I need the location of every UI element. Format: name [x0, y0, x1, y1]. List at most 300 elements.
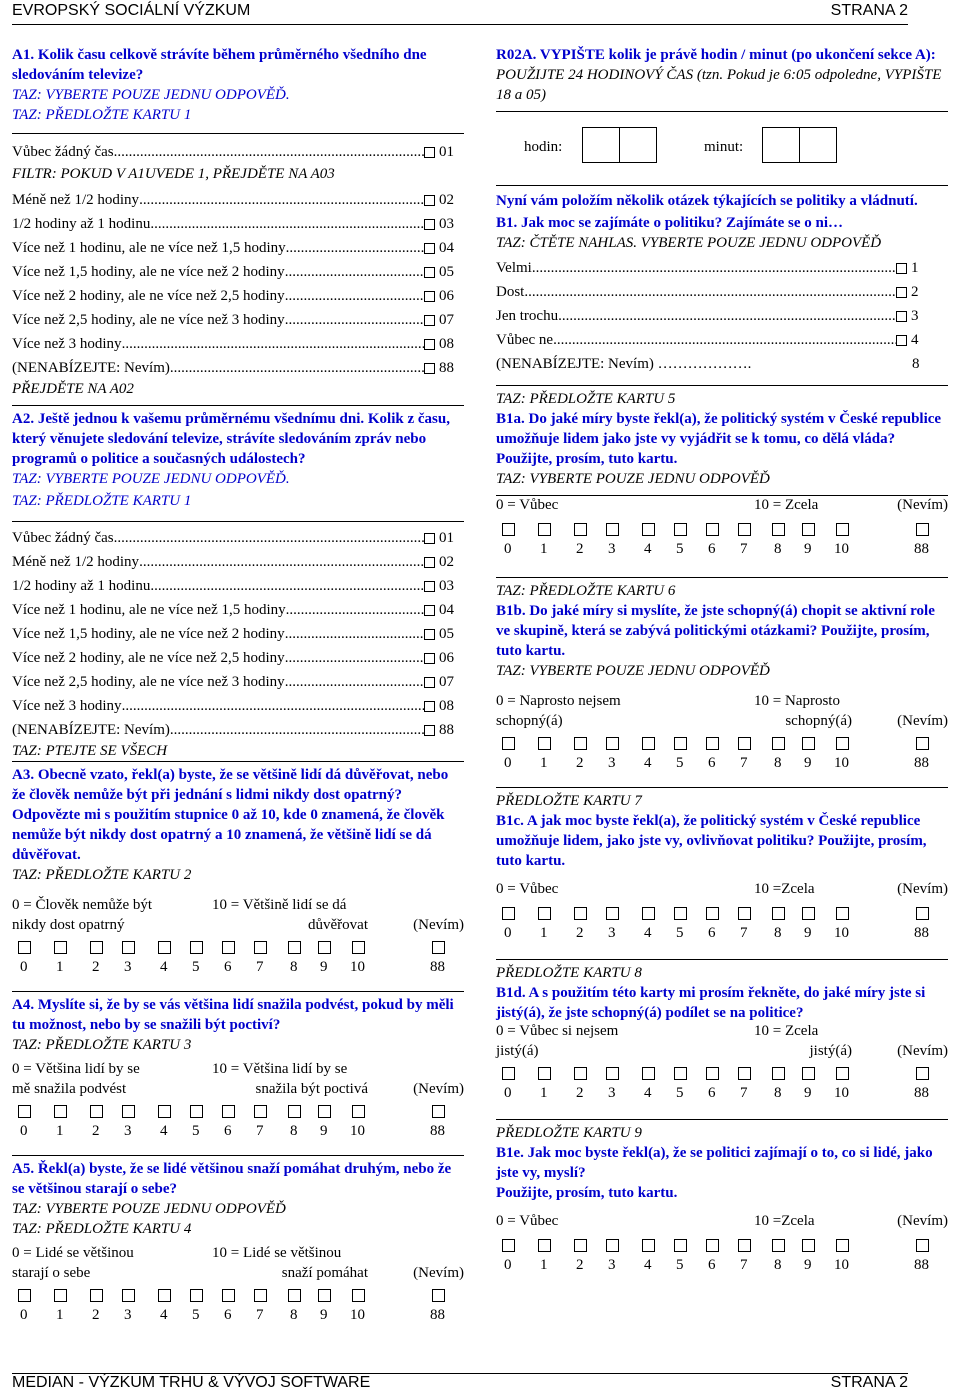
scale-number: 8	[774, 1085, 782, 1101]
scale-checkbox[interactable]	[18, 941, 31, 954]
scale-number: 10	[834, 541, 849, 557]
scale-checkbox[interactable]	[606, 1067, 619, 1080]
scale-checkbox[interactable]	[706, 1067, 719, 1080]
scale-number: 7	[740, 1257, 748, 1273]
checkbox[interactable]	[896, 335, 907, 346]
hours-boxes[interactable]	[582, 127, 657, 163]
scale-high-label: 10 = Většina lidí by se	[212, 1061, 348, 1077]
scale-labels	[12, 1245, 464, 1285]
b1e-scale	[496, 1213, 948, 1279]
scale-number: 88	[914, 1257, 929, 1273]
scale-checkbox[interactable]	[54, 1289, 67, 1302]
checkbox[interactable]	[424, 629, 435, 640]
question-a2	[12, 405, 464, 511]
option-row[interactable]	[12, 523, 464, 547]
scale-checkbox[interactable]	[642, 1067, 655, 1080]
scale-labels	[496, 1023, 948, 1063]
option-row[interactable]	[12, 691, 464, 715]
question-a3	[12, 761, 464, 885]
b1-option-dk[interactable]: (NENABÍZEJTE: Nevím) ………………. 8	[496, 356, 920, 372]
scale-checkbox[interactable]	[574, 907, 587, 920]
scale-checkbox[interactable]	[288, 1289, 301, 1302]
option-code: 04	[439, 602, 454, 618]
scale-checkbox[interactable]	[674, 523, 687, 536]
scale-low-label-2: mě snažila podvést	[12, 1081, 127, 1097]
b1e-text-2: Použijte, prosím, tuto kartu.	[496, 1185, 678, 1201]
scale-checkbox[interactable]	[90, 941, 103, 954]
scale-number: 9	[320, 959, 328, 975]
scale-checkbox[interactable]	[836, 907, 849, 920]
scale-checkbox[interactable]	[674, 737, 687, 750]
scale-boxes	[496, 1063, 948, 1085]
scale-low-label: 0 = Člověk nemůže být	[12, 897, 153, 913]
option-row[interactable]	[496, 253, 936, 277]
option-code: 05	[439, 626, 454, 642]
scale-checkbox[interactable]	[158, 1105, 171, 1118]
scale-checkbox[interactable]	[158, 1289, 171, 1302]
scale-checkbox[interactable]	[158, 941, 171, 954]
option-row[interactable]	[12, 305, 464, 329]
scale-number: 4	[644, 925, 652, 941]
scale-number: 10	[834, 1257, 849, 1273]
scale-number: 9	[804, 1257, 812, 1273]
scale-number: 88	[430, 1123, 445, 1139]
scale-number: 5	[676, 541, 684, 557]
scale-checkbox[interactable]	[916, 737, 929, 750]
scale-checkbox[interactable]	[772, 1239, 785, 1252]
scale-number: 2	[576, 755, 584, 771]
scale-checkbox[interactable]	[502, 737, 515, 750]
scale-number: 8	[774, 541, 782, 557]
scale-checkbox[interactable]	[772, 1067, 785, 1080]
scale-dk-label: (Nevím)	[897, 713, 948, 729]
scale-checkbox[interactable]	[674, 1239, 687, 1252]
scale-number: 5	[192, 1123, 200, 1139]
question-a5	[12, 1155, 464, 1239]
checkbox[interactable]	[424, 533, 435, 544]
scale-checkbox[interactable]	[190, 941, 203, 954]
option-label: Více než 1,5 hodiny, ale ne více než 2 hodiny	[12, 264, 285, 280]
scale-checkbox[interactable]	[574, 1067, 587, 1080]
minute-digit-1[interactable]	[763, 128, 800, 163]
scale-checkbox[interactable]	[122, 1289, 135, 1302]
scale-number: 88	[430, 959, 445, 975]
scale-boxes	[496, 519, 948, 541]
scale-number: 1	[56, 1123, 64, 1139]
scale-number: 6	[224, 1123, 232, 1139]
scale-high-label: 10 = Naprosto	[754, 693, 840, 709]
scale-number: 0	[504, 541, 512, 557]
scale-checkbox[interactable]	[642, 737, 655, 750]
scale-checkbox[interactable]	[802, 1239, 815, 1252]
leader-dots	[122, 336, 424, 353]
scale-checkbox[interactable]	[288, 1105, 301, 1118]
option-label: Více než 2 hodiny, ale ne více než 2,5 hodiny	[12, 650, 285, 666]
a1-instruction: TAZ: VYBERTE POUZE JEDNU ODPOVĚĎ.	[12, 87, 290, 103]
leader-dots	[558, 308, 896, 325]
option-row[interactable]	[12, 257, 464, 281]
option-label: Jen trochu	[496, 308, 559, 324]
option-row[interactable]	[496, 325, 936, 349]
scale-number: 6	[708, 1085, 716, 1101]
scale-number: 6	[224, 1307, 232, 1323]
scale-checkbox[interactable]	[802, 737, 815, 750]
checkbox[interactable]	[424, 725, 435, 736]
scale-checkbox[interactable]	[432, 1105, 445, 1118]
scale-checkbox[interactable]	[606, 523, 619, 536]
scale-number: 10	[350, 959, 365, 975]
scale-labels	[496, 1213, 948, 1235]
scale-checkbox[interactable]	[574, 1239, 587, 1252]
checkbox[interactable]	[424, 219, 435, 230]
scale-boxes	[496, 733, 948, 755]
scale-checkbox[interactable]	[254, 1105, 267, 1118]
scale-checkbox[interactable]	[18, 1289, 31, 1302]
scale-dk-label: (Nevím)	[413, 1081, 464, 1097]
option-label: Dost	[496, 284, 525, 300]
option-code: 08	[439, 698, 454, 714]
scale-checkbox[interactable]	[352, 941, 365, 954]
scale-checkbox[interactable]	[538, 1239, 551, 1252]
scale-dk-label: (Nevím)	[897, 1213, 948, 1229]
scale-low-label: 0 = Vůbec	[496, 881, 559, 897]
checkbox[interactable]	[424, 363, 435, 374]
scale-checkbox[interactable]	[916, 1239, 929, 1252]
scale-checkbox[interactable]	[190, 1289, 203, 1302]
scale-checkbox[interactable]	[802, 907, 815, 920]
scale-number: 1	[540, 1085, 548, 1101]
scale-number: 6	[224, 959, 232, 975]
scale-checkbox[interactable]	[90, 1105, 103, 1118]
scale-number: 9	[804, 1085, 812, 1101]
option-code: 1	[911, 260, 919, 276]
leader-dots	[285, 626, 424, 643]
b1a-text: B1a. Do jaké míry byste řekl(a), že politický systém v České republice umožňuje lidem jako jste vy vyjádřit se k tomu, co dělá vláda? Použijte, prosím, tuto kartu.	[496, 411, 942, 467]
scale-number: 2	[576, 925, 584, 941]
checkbox[interactable]	[896, 311, 907, 322]
scale-number: 7	[740, 1085, 748, 1101]
scale-checkbox[interactable]	[606, 1239, 619, 1252]
b1a-instruction: TAZ: VYBERTE POUZE JEDNU ODPOVĚĎ	[496, 471, 770, 487]
option-row[interactable]	[12, 209, 464, 233]
scale-checkbox[interactable]	[802, 523, 815, 536]
scale-checkbox[interactable]	[674, 907, 687, 920]
option-row[interactable]	[12, 715, 464, 739]
scale-boxes	[12, 937, 464, 959]
option-code: 04	[439, 240, 454, 256]
scale-number: 8	[290, 1307, 298, 1323]
a4-card: TAZ: PŘEDLOŽTE KARTU 3	[12, 1037, 192, 1053]
option-label: Vůbec žádný čas	[12, 530, 114, 546]
option-label: Vůbec žádný čas	[12, 144, 114, 160]
checkbox[interactable]	[424, 243, 435, 254]
scale-checkbox[interactable]	[772, 523, 785, 536]
option-row[interactable]	[12, 547, 464, 571]
scale-number: 8	[774, 925, 782, 941]
scale-number: 10	[834, 1085, 849, 1101]
checkbox[interactable]	[424, 315, 435, 326]
scale-checkbox[interactable]	[772, 907, 785, 920]
minute-digit-2[interactable]	[800, 128, 837, 163]
scale-number: 4	[644, 1085, 652, 1101]
scale-numbers	[12, 1307, 464, 1329]
scale-number: 4	[160, 1307, 168, 1323]
scale-checkbox[interactable]	[318, 941, 331, 954]
scale-number: 9	[804, 925, 812, 941]
scale-low-label: 0 = Lidé se většinou	[12, 1245, 134, 1261]
scale-checkbox[interactable]	[738, 1239, 751, 1252]
a2-after: TAZ: PTEJTE SE VŠECH	[12, 743, 168, 759]
scale-checkbox[interactable]	[54, 1105, 67, 1118]
scale-number: 10	[350, 1307, 365, 1323]
option-row[interactable]	[496, 277, 936, 301]
checkbox[interactable]	[424, 267, 435, 278]
scale-numbers	[12, 959, 464, 981]
scale-checkbox[interactable]	[706, 907, 719, 920]
scale-number: 10	[834, 925, 849, 941]
scale-checkbox[interactable]	[502, 1067, 515, 1080]
checkbox[interactable]	[424, 653, 435, 664]
footer-page: STRANA 2	[830, 1374, 908, 1391]
scale-checkbox[interactable]	[642, 907, 655, 920]
scale-checkbox[interactable]	[836, 1239, 849, 1252]
b1b-instruction: TAZ: VYBERTE POUZE JEDNU ODPOVĚĎ	[496, 663, 770, 679]
b1d-text: B1d. A s použitím této karty mi prosím řekněte, do jaké míry jste si jistý(á), že jste schopný(á) podílet se na politice?	[496, 985, 926, 1021]
option-code: 2	[911, 284, 919, 300]
scale-checkbox[interactable]	[772, 737, 785, 750]
scale-checkbox[interactable]	[222, 1105, 235, 1118]
leader-dots	[532, 260, 896, 277]
option-label: Velmi	[496, 260, 532, 276]
scale-numbers	[496, 541, 948, 563]
scale-number: 5	[676, 1257, 684, 1273]
checkbox[interactable]	[424, 581, 435, 592]
checkbox[interactable]	[424, 605, 435, 616]
option-row[interactable]	[496, 301, 936, 325]
scale-labels	[496, 881, 948, 903]
scale-checkbox[interactable]	[836, 1067, 849, 1080]
scale-checkbox[interactable]	[288, 941, 301, 954]
scale-checkbox[interactable]	[254, 941, 267, 954]
scale-checkbox[interactable]	[318, 1105, 331, 1118]
scale-checkbox[interactable]	[706, 1239, 719, 1252]
scale-checkbox[interactable]	[318, 1289, 331, 1302]
checkbox[interactable]	[424, 147, 435, 158]
scale-checkbox[interactable]	[190, 1105, 203, 1118]
option-row[interactable]	[12, 185, 464, 209]
scale-checkbox[interactable]	[122, 941, 135, 954]
a3-text: A3. Obecně vzato, řekl(a) byste, že se většině lidí dá důvěřovat, nebo že člověk nemůže být při jednání s lidmi nikdy dost opatrný? Odpovězte mi s použitím stupnice 0 až 10, kde 0 znamená, že člověk nemůže být nikdy dost opatrný a 10 znamená, že většině lidí se dá důvěřovat.	[12, 767, 449, 863]
scale-checkbox[interactable]	[574, 737, 587, 750]
option-label: Více než 1 hodinu, ale ne více než 1,5 hodiny	[12, 602, 286, 618]
scale-number: 7	[256, 959, 264, 975]
a5-scale	[12, 1245, 464, 1329]
a1-card: TAZ: PŘEDLOŽTE KARTU 1	[12, 107, 192, 123]
scale-number: 88	[430, 1307, 445, 1323]
option-code: 03	[439, 578, 454, 594]
scale-checkbox[interactable]	[574, 523, 587, 536]
scale-checkbox[interactable]	[502, 523, 515, 536]
option-row[interactable]	[12, 137, 464, 161]
scale-number: 8	[290, 1123, 298, 1139]
scale-checkbox[interactable]	[738, 737, 751, 750]
question-b1c	[496, 787, 948, 871]
scale-number: 5	[192, 1307, 200, 1323]
scale-checkbox[interactable]	[642, 1239, 655, 1252]
scale-numbers	[496, 755, 948, 777]
b1b-card: TAZ: PŘEDLOŽTE KARTU 6	[496, 583, 676, 599]
checkbox[interactable]	[424, 557, 435, 568]
a5-card: TAZ: PŘEDLOŽTE KARTU 4	[12, 1221, 192, 1237]
question-b1e	[496, 1119, 948, 1203]
minutes-boxes[interactable]	[762, 127, 837, 163]
scale-number: 6	[708, 1257, 716, 1273]
scale-number: 4	[160, 959, 168, 975]
scale-checkbox[interactable]	[738, 523, 751, 536]
scale-numbers	[12, 1123, 464, 1145]
scale-checkbox[interactable]	[916, 907, 929, 920]
scale-checkbox[interactable]	[502, 907, 515, 920]
scale-low-label: 0 = Vůbec	[496, 497, 559, 513]
scale-labels	[12, 897, 464, 937]
scale-number: 88	[914, 541, 929, 557]
leader-dots	[170, 722, 424, 739]
checkbox[interactable]	[424, 339, 435, 350]
scale-checkbox[interactable]	[606, 737, 619, 750]
option-label: Více než 3 hodiny	[12, 336, 122, 352]
header-page: STRANA 2	[830, 2, 908, 19]
scale-number: 6	[708, 755, 716, 771]
option-label: Méně než 1/2 hodiny	[12, 192, 140, 208]
scale-checkbox[interactable]	[122, 1105, 135, 1118]
scale-checkbox[interactable]	[642, 523, 655, 536]
scale-number: 0	[20, 1123, 28, 1139]
option-code: 01	[439, 144, 454, 160]
option-row[interactable]	[12, 619, 464, 643]
scale-checkbox[interactable]	[432, 1289, 445, 1302]
scale-checkbox[interactable]	[538, 737, 551, 750]
right-column	[496, 45, 948, 1279]
scale-checkbox[interactable]	[706, 523, 719, 536]
scale-low-label-2: jistý(á)	[496, 1043, 539, 1059]
b1b-text: B1b. Do jaké míry si myslíte, že jste schopný(á) chopit se aktivní role ve skupině, která se zabývá politickými otázkami? Použijte, prosím, tuto kartu.	[496, 603, 935, 659]
scale-number: 5	[676, 1085, 684, 1101]
hour-digit-2[interactable]	[620, 128, 657, 163]
scale-checkbox[interactable]	[54, 941, 67, 954]
scale-high-label: 10 = Lidé se většinou	[212, 1245, 342, 1261]
scale-number: 0	[20, 1307, 28, 1323]
a3-scale	[12, 897, 464, 981]
checkbox[interactable]	[896, 263, 907, 274]
scale-number: 10	[350, 1123, 365, 1139]
scale-numbers	[496, 1257, 948, 1279]
scale-number: 2	[576, 541, 584, 557]
option-label: Vůbec ne	[496, 332, 554, 348]
scale-checkbox[interactable]	[738, 1067, 751, 1080]
a2-text: A2. Ještě jednou k vašemu průměrnému všednímu dni. Kolik z času, který věnujete sledování televize, strávíte sledováním zpráv nebo programů o politice a současných událostech?	[12, 411, 450, 467]
leader-dots	[286, 602, 424, 619]
leader-dots	[170, 360, 424, 377]
a4-scale	[12, 1061, 464, 1145]
scale-number: 3	[608, 1085, 616, 1101]
scale-number: 3	[608, 755, 616, 771]
option-row[interactable]	[12, 329, 464, 353]
scale-high-label: 10 =Zcela	[754, 1213, 815, 1229]
option-code: 02	[439, 192, 454, 208]
scale-checkbox[interactable]	[836, 737, 849, 750]
page-footer	[12, 1373, 908, 1396]
scale-checkbox[interactable]	[18, 1105, 31, 1118]
scale-low-label-2: nikdy dost opatrný	[12, 917, 125, 933]
scale-high-label-2: schopný(á)	[785, 713, 852, 729]
scale-number: 4	[644, 755, 652, 771]
scale-checkbox[interactable]	[916, 1067, 929, 1080]
scale-boxes	[12, 1285, 464, 1307]
scale-checkbox[interactable]	[222, 1289, 235, 1302]
scale-number: 5	[676, 925, 684, 941]
checkbox[interactable]	[424, 701, 435, 712]
scale-number: 2	[92, 1123, 100, 1139]
scale-checkbox[interactable]	[538, 907, 551, 920]
scale-checkbox[interactable]	[502, 1239, 515, 1252]
hour-digit-1[interactable]	[583, 128, 620, 163]
scale-checkbox[interactable]	[352, 1105, 365, 1118]
scale-checkbox[interactable]	[222, 941, 235, 954]
scale-high-label-2: snaží pomáhat	[281, 1265, 368, 1281]
option-label: Více než 2 hodiny, ale ne více než 2,5 hodiny	[12, 288, 285, 304]
scale-checkbox[interactable]	[538, 523, 551, 536]
a2-instruction: TAZ: VYBERTE POUZE JEDNU ODPOVĚĎ.	[12, 471, 290, 487]
option-row[interactable]	[12, 643, 464, 667]
leader-dots	[150, 216, 424, 233]
scale-number: 6	[708, 925, 716, 941]
scale-checkbox[interactable]	[674, 1067, 687, 1080]
checkbox[interactable]	[424, 291, 435, 302]
scale-checkbox[interactable]	[538, 1067, 551, 1080]
scale-checkbox[interactable]	[738, 907, 751, 920]
option-code: 07	[439, 312, 454, 328]
scale-checkbox[interactable]	[802, 1067, 815, 1080]
scale-checkbox[interactable]	[706, 737, 719, 750]
b1a-scale	[496, 497, 948, 563]
checkbox[interactable]	[896, 287, 907, 298]
option-row[interactable]	[12, 281, 464, 305]
scale-number: 3	[608, 1257, 616, 1273]
leader-dots	[285, 312, 424, 329]
b1b-scale	[496, 693, 948, 777]
checkbox[interactable]	[424, 677, 435, 688]
checkbox[interactable]	[424, 195, 435, 206]
scale-dk-label: (Nevím)	[897, 1043, 948, 1059]
b1a-card: TAZ: PŘEDLOŽTE KARTU 5	[496, 391, 676, 407]
b1-options	[496, 253, 948, 349]
option-row[interactable]	[12, 233, 464, 257]
option-row[interactable]	[12, 571, 464, 595]
option-row[interactable]	[12, 595, 464, 619]
scale-checkbox[interactable]	[90, 1289, 103, 1302]
scale-checkbox[interactable]	[352, 1289, 365, 1302]
option-row[interactable]	[12, 667, 464, 691]
option-row[interactable]	[12, 353, 464, 377]
b1d-card: PŘEDLOŽTE KARTU 8	[496, 965, 642, 981]
scale-checkbox[interactable]	[836, 523, 849, 536]
scale-checkbox[interactable]	[254, 1289, 267, 1302]
scale-high-label-2: jistý(á)	[809, 1043, 852, 1059]
scale-checkbox[interactable]	[916, 523, 929, 536]
scale-checkbox[interactable]	[432, 941, 445, 954]
scale-checkbox[interactable]	[606, 907, 619, 920]
footer-company: MEDIAN - VÝZKUM TRHU & VÝVOJ SOFTWARE	[12, 1374, 371, 1391]
